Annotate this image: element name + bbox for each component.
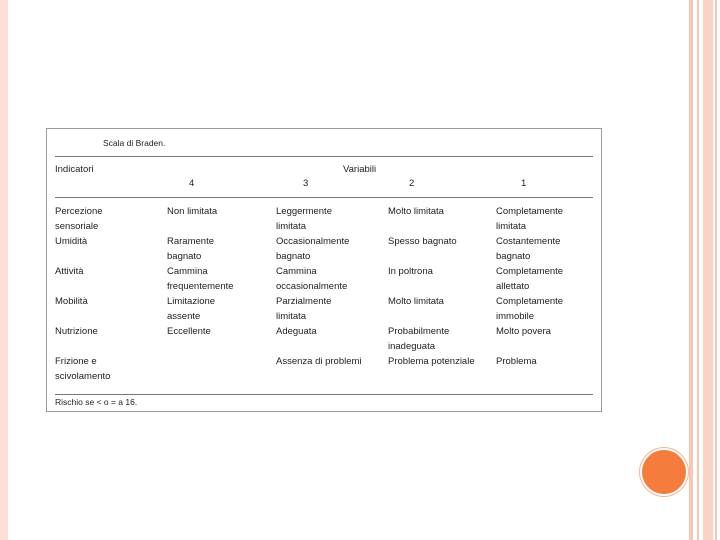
decorative-stripe [689, 0, 693, 540]
table-cell: Raramente [167, 236, 214, 247]
table-cell: bagnato [496, 251, 531, 262]
table-cell: occasionalmente [276, 281, 348, 292]
table-cell: Assenza di problemi [276, 356, 362, 367]
table-cell: assente [167, 311, 201, 322]
table-cell: Eccellente [167, 326, 211, 337]
table-cell: limitata [276, 221, 307, 232]
indicator-label: scivolamento [55, 371, 111, 382]
table-cell: Molto povera [496, 326, 551, 337]
indicator-label: sensoriale [55, 221, 99, 232]
indicator-label: Percezione [55, 206, 103, 217]
table-cell: Molto limitata [388, 206, 444, 217]
table-cell: Parzialmente [276, 296, 332, 307]
table-caption: Scala di Braden. [103, 138, 166, 148]
table-cell: In poltrona [388, 266, 433, 277]
header-variables: Variabili [343, 164, 377, 175]
table-cell: allettato [496, 281, 530, 292]
table-cell: Cammina [276, 266, 317, 277]
table-cell: Molto limitata [388, 296, 444, 307]
decorative-stripe [715, 0, 717, 540]
table-cell: limitata [276, 311, 307, 322]
table-rule-header [55, 197, 593, 198]
table-cell: Spesso bagnato [388, 236, 457, 247]
table-cell: inadeguata [388, 341, 436, 352]
indicator-label: Umidità [55, 236, 88, 247]
table-cell: Completamente [496, 266, 564, 277]
header-score: 3 [303, 178, 309, 189]
header-score: 1 [521, 178, 527, 189]
table-cell: Non limitata [167, 206, 218, 217]
decorative-orange-circle [642, 450, 686, 494]
table-cell: Completamente [496, 296, 564, 307]
table-footnote: Rischio se < o = a 16. [55, 397, 138, 407]
indicator-label: Mobilità [55, 296, 88, 307]
table-cell: Cammina [167, 266, 208, 277]
table-cell: Occasionalmente [276, 236, 350, 247]
indicator-label: Attività [55, 266, 84, 277]
table-cell: Problema [496, 356, 537, 367]
table-cell: limitata [496, 221, 527, 232]
indicator-label: Frizione e [55, 356, 97, 367]
table-cell: immobile [496, 311, 535, 322]
table-cell: Completamente [496, 206, 564, 217]
braden-scale-table [46, 128, 602, 412]
decorative-stripe [697, 0, 699, 540]
table-cell: Probabilmente [388, 326, 450, 337]
header-score: 2 [409, 178, 415, 189]
header-indicators: Indicatori [55, 164, 94, 175]
table-rule-top [55, 156, 593, 157]
header-score: 4 [189, 178, 195, 189]
table-rule-bottom [55, 394, 593, 395]
table-cell: bagnato [276, 251, 311, 262]
table-cell: bagnato [167, 251, 202, 262]
table-cell: Limitazione [167, 296, 216, 307]
table-cell: Costantemente [496, 236, 561, 247]
indicator-label: Nutrizione [55, 326, 98, 337]
table-cell: Problema potenziale [388, 356, 475, 367]
table-cell: frequentemente [167, 281, 234, 292]
decorative-stripe [703, 0, 713, 540]
table-cell: Adeguata [276, 326, 317, 337]
table-cell: Leggermente [276, 206, 332, 217]
